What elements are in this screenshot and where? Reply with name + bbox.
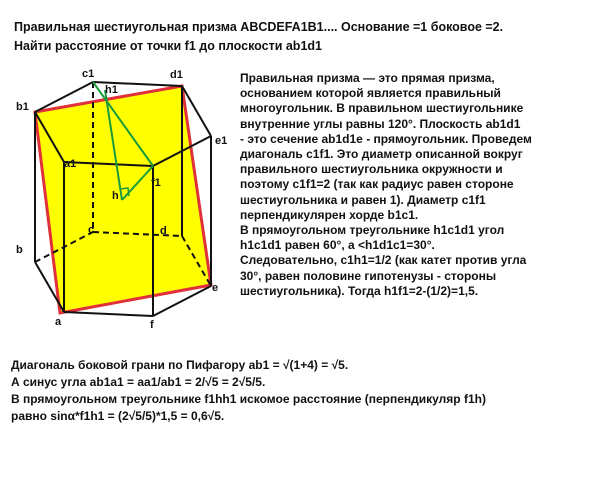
label-h1: h1	[105, 84, 118, 96]
label-e: e	[212, 282, 219, 294]
explanation-line: правильного шестиугольника окружности и	[240, 162, 503, 177]
explanation-line: шестиугольника и равен 1). Диаметр c1f1	[240, 192, 486, 207]
explanation-line: перпендикулярен хорде b1c1.	[240, 207, 419, 222]
solution-line: А синус угла ab1a1 = aa1/ab1 = 2/√5 = 2√5/5.	[11, 375, 266, 389]
label-d: d	[160, 225, 167, 237]
solution-line: Диагональ боковой грани по Пифагору ab1 = √(1+4) = √5.	[11, 358, 349, 372]
solution-text	[11, 357, 591, 425]
label-h: h	[112, 190, 119, 202]
label-f1: f1	[151, 177, 161, 189]
label-c: c	[88, 224, 95, 236]
label-b: b	[16, 244, 23, 256]
explanation-line: диагональ c1f1. Это диаметр описанной вокруг	[240, 147, 523, 162]
problem-title: Правильная шестиугольная призма ABCDEFA1B1.... Основание =1 боковое =2.	[14, 20, 504, 34]
solution-line: В прямоугольном треугольнике f1hh1 искомое расстояние (перпендикуляр f1h)	[11, 392, 486, 406]
explanation-line: основанием которой является правильный	[240, 86, 501, 101]
explanation-line: Следовательно, c1h1=1/2 (как катет против угла	[240, 253, 527, 268]
explanation-line: внутренние углы равны 120°. Плоскость ab1d1	[240, 116, 521, 131]
explanation-line: Правильная призма — это прямая призма,	[240, 71, 495, 85]
label-a: a	[55, 316, 62, 328]
solution-line: равно sinα*f1h1 = (2√5/5)*1,5 = 0,6√5.	[11, 409, 225, 423]
explanation-line: h1c1d1 равен 60°, а <h1d1c1=30°.	[240, 238, 435, 253]
label-e1: e1	[215, 135, 228, 147]
label-d1: d1	[170, 69, 183, 81]
label-c1: c1	[82, 68, 95, 80]
label-a1: a1	[64, 158, 77, 170]
explanation-text	[240, 71, 590, 299]
explanation-line: В прямоугольном треугольнике h1c1d1 угол	[240, 223, 505, 238]
explanation-line: 30°, равен половине гипотенузы - стороны	[240, 268, 497, 283]
explanation-line: - это сечение ab1d1e - прямоугольник. Проведем	[240, 131, 532, 146]
label-f: f	[150, 319, 154, 331]
explanation-line: поэтому c1f1=2 (так как радиус равен стороне	[240, 177, 514, 192]
label-b1: b1	[16, 101, 29, 113]
problem-question: Найти расстояние от точки f1 до плоскости ab1d1	[14, 39, 322, 53]
explanation-line: шестиугольника). Тогда h1f1=2-(1/2)=1,5.	[240, 283, 479, 298]
explanation-line: многоугольник. В правильном шестиугольнике	[240, 101, 524, 116]
